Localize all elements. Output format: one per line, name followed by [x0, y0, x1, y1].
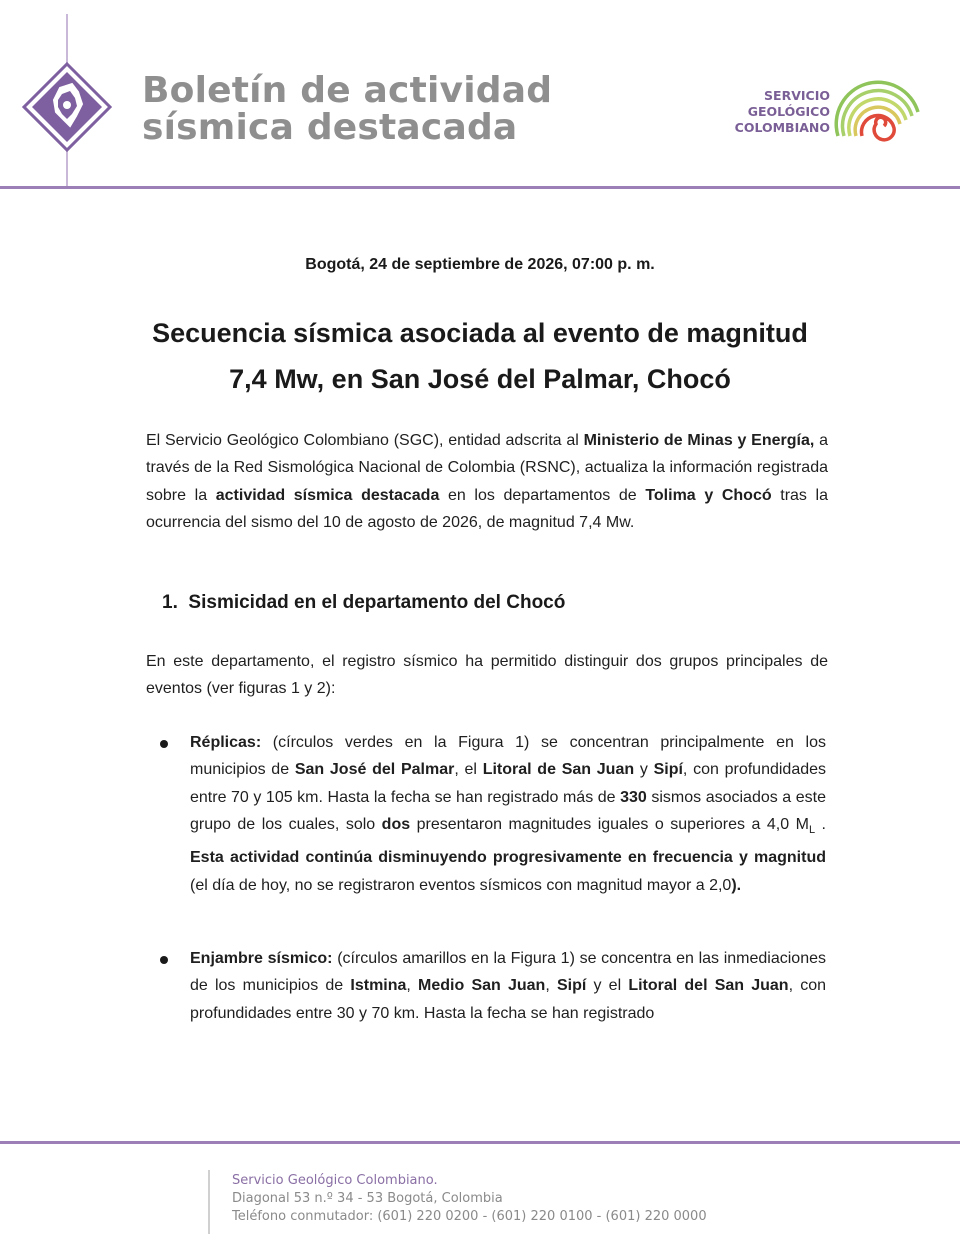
headline: [100, 310, 860, 402]
bullet-text: presentaron magnitudes iguales o superiores a 4,0 M: [410, 815, 809, 833]
bullet-text: sismos asociados a este grupo de los cuales, solo: [190, 788, 826, 833]
bullet-text: y: [634, 761, 654, 779]
bullet-text: , con profundidades entre 30 y 70 km. Hasta la fecha se han registrado: [190, 977, 827, 1022]
sgc-wordmark-line1: SERVICIO: [764, 88, 830, 103]
section-number: 1.: [162, 592, 178, 613]
bulletin-title-line2: sísmica destacada: [142, 107, 518, 148]
bullet-text: (círculos amarillos en la Figura 1) se concentra en las inmediaciones de los municipios de: [190, 950, 826, 995]
bullet-text: y el: [586, 977, 629, 995]
header-rule: [0, 186, 960, 189]
bullet-text: .: [815, 815, 826, 833]
bullet-bold: dos: [381, 815, 411, 833]
bullet-replicas: [190, 729, 826, 899]
colombia-map-logo-icon: [20, 60, 114, 154]
section-heading: [162, 592, 565, 614]
sgc-wordmark-line3: COLOMBIANO: [734, 120, 830, 135]
bullet-bold: Istmina: [350, 977, 407, 995]
bullet-bold: Litoral de San Juan: [482, 761, 635, 779]
headline-line2: 7,4 Mw, en San José del Palmar, Chocó: [229, 364, 731, 394]
bullet-text: ,: [545, 977, 557, 995]
intro-paragraph: [146, 427, 828, 536]
magnitude-subscript: L: [808, 824, 816, 837]
intro-text: El Servicio Geológico Colombiano (SGC), entidad adscrita al: [146, 432, 584, 449]
sgc-wordmark-line2: GEOLÓGICO: [747, 104, 830, 119]
intro-text: en los departamentos de: [439, 486, 646, 504]
intro-text: tras la ocurrencia del sismo del 10 de agosto de 2026, de magnitud 7,4 Mw.: [146, 486, 829, 531]
bullet-text: (círculos verdes en la Figura 1) se concentran principalmente en los municipios de: [190, 734, 826, 779]
footer-phone: Teléfono conmutador: (601) 220 0200 - (601) 220 0100 - (601) 220 0000: [232, 1209, 707, 1224]
bullet-label: Réplicas:: [190, 734, 262, 751]
intro-bold-ministry: Ministerio de Minas y Energía,: [583, 432, 815, 449]
footer-contact: [232, 1172, 792, 1226]
bulletin-date: Bogotá, 24 de septiembre de 2026, 07:00 p. m.: [305, 256, 655, 273]
bullet-bold: 330: [620, 788, 647, 806]
bullet-label: Enjambre sísmico:: [190, 950, 333, 967]
bullet-text: (el día de hoy, no se registraron eventos sísmicos con magnitud mayor a 2,0: [190, 876, 732, 894]
intro-bold-activity: actividad sísmica destacada: [215, 486, 440, 504]
intro-text: a través de la Red Sismológica Nacional de Colombia (RSNC), actualiza la información registrada sobre la: [146, 432, 829, 504]
bullet-dot: [160, 956, 168, 964]
bullet-bold: San José del Palmar: [294, 761, 455, 779]
bulletin-title-line1: Boletín de actividad: [142, 70, 553, 111]
bullet-bold: Litoral del San Juan: [628, 977, 789, 995]
section-intro-paragraph: En este departamento, el registro sísmico ha permitido distinguir dos grupos principales de eventos (ver figuras 1 y 2):: [146, 653, 828, 698]
footer-address: Diagonal 53 n.º 34 - 53 Bogotá, Colombia: [232, 1191, 503, 1206]
bullet-bold: ).: [731, 876, 742, 894]
sgc-wordmark: [730, 88, 830, 136]
bullet-bold: Esta actividad continúa disminuyendo progresivamente en frecuencia y magnitud: [190, 849, 826, 867]
footer-rule: [0, 1141, 960, 1144]
bullet-swarm: [190, 945, 826, 1027]
bullet-bold: Sipí: [556, 977, 587, 995]
section-title: Sismicidad en el departamento del Chocó: [188, 592, 566, 613]
bullet-text: ,: [406, 977, 419, 995]
bullet-text: , el: [454, 761, 483, 779]
intro-bold-departments: Tolima y Chocó: [645, 486, 772, 504]
bullet-dot: [160, 740, 168, 748]
bulletin-title: [142, 72, 602, 146]
bullet-bold: Sipí: [653, 761, 683, 779]
sgc-spiral-logo-icon: [832, 66, 924, 142]
footer-divider-vertical: [208, 1170, 210, 1234]
footer-org: Servicio Geológico Colombiano.: [232, 1173, 438, 1188]
bullet-text: , con profundidades entre 70 y 105 km. Hasta la fecha se han registrado más de: [190, 761, 827, 806]
bullet-bold: Medio San Juan: [418, 977, 546, 995]
headline-line1: Secuencia sísmica asociada al evento de magnitud: [152, 318, 808, 348]
